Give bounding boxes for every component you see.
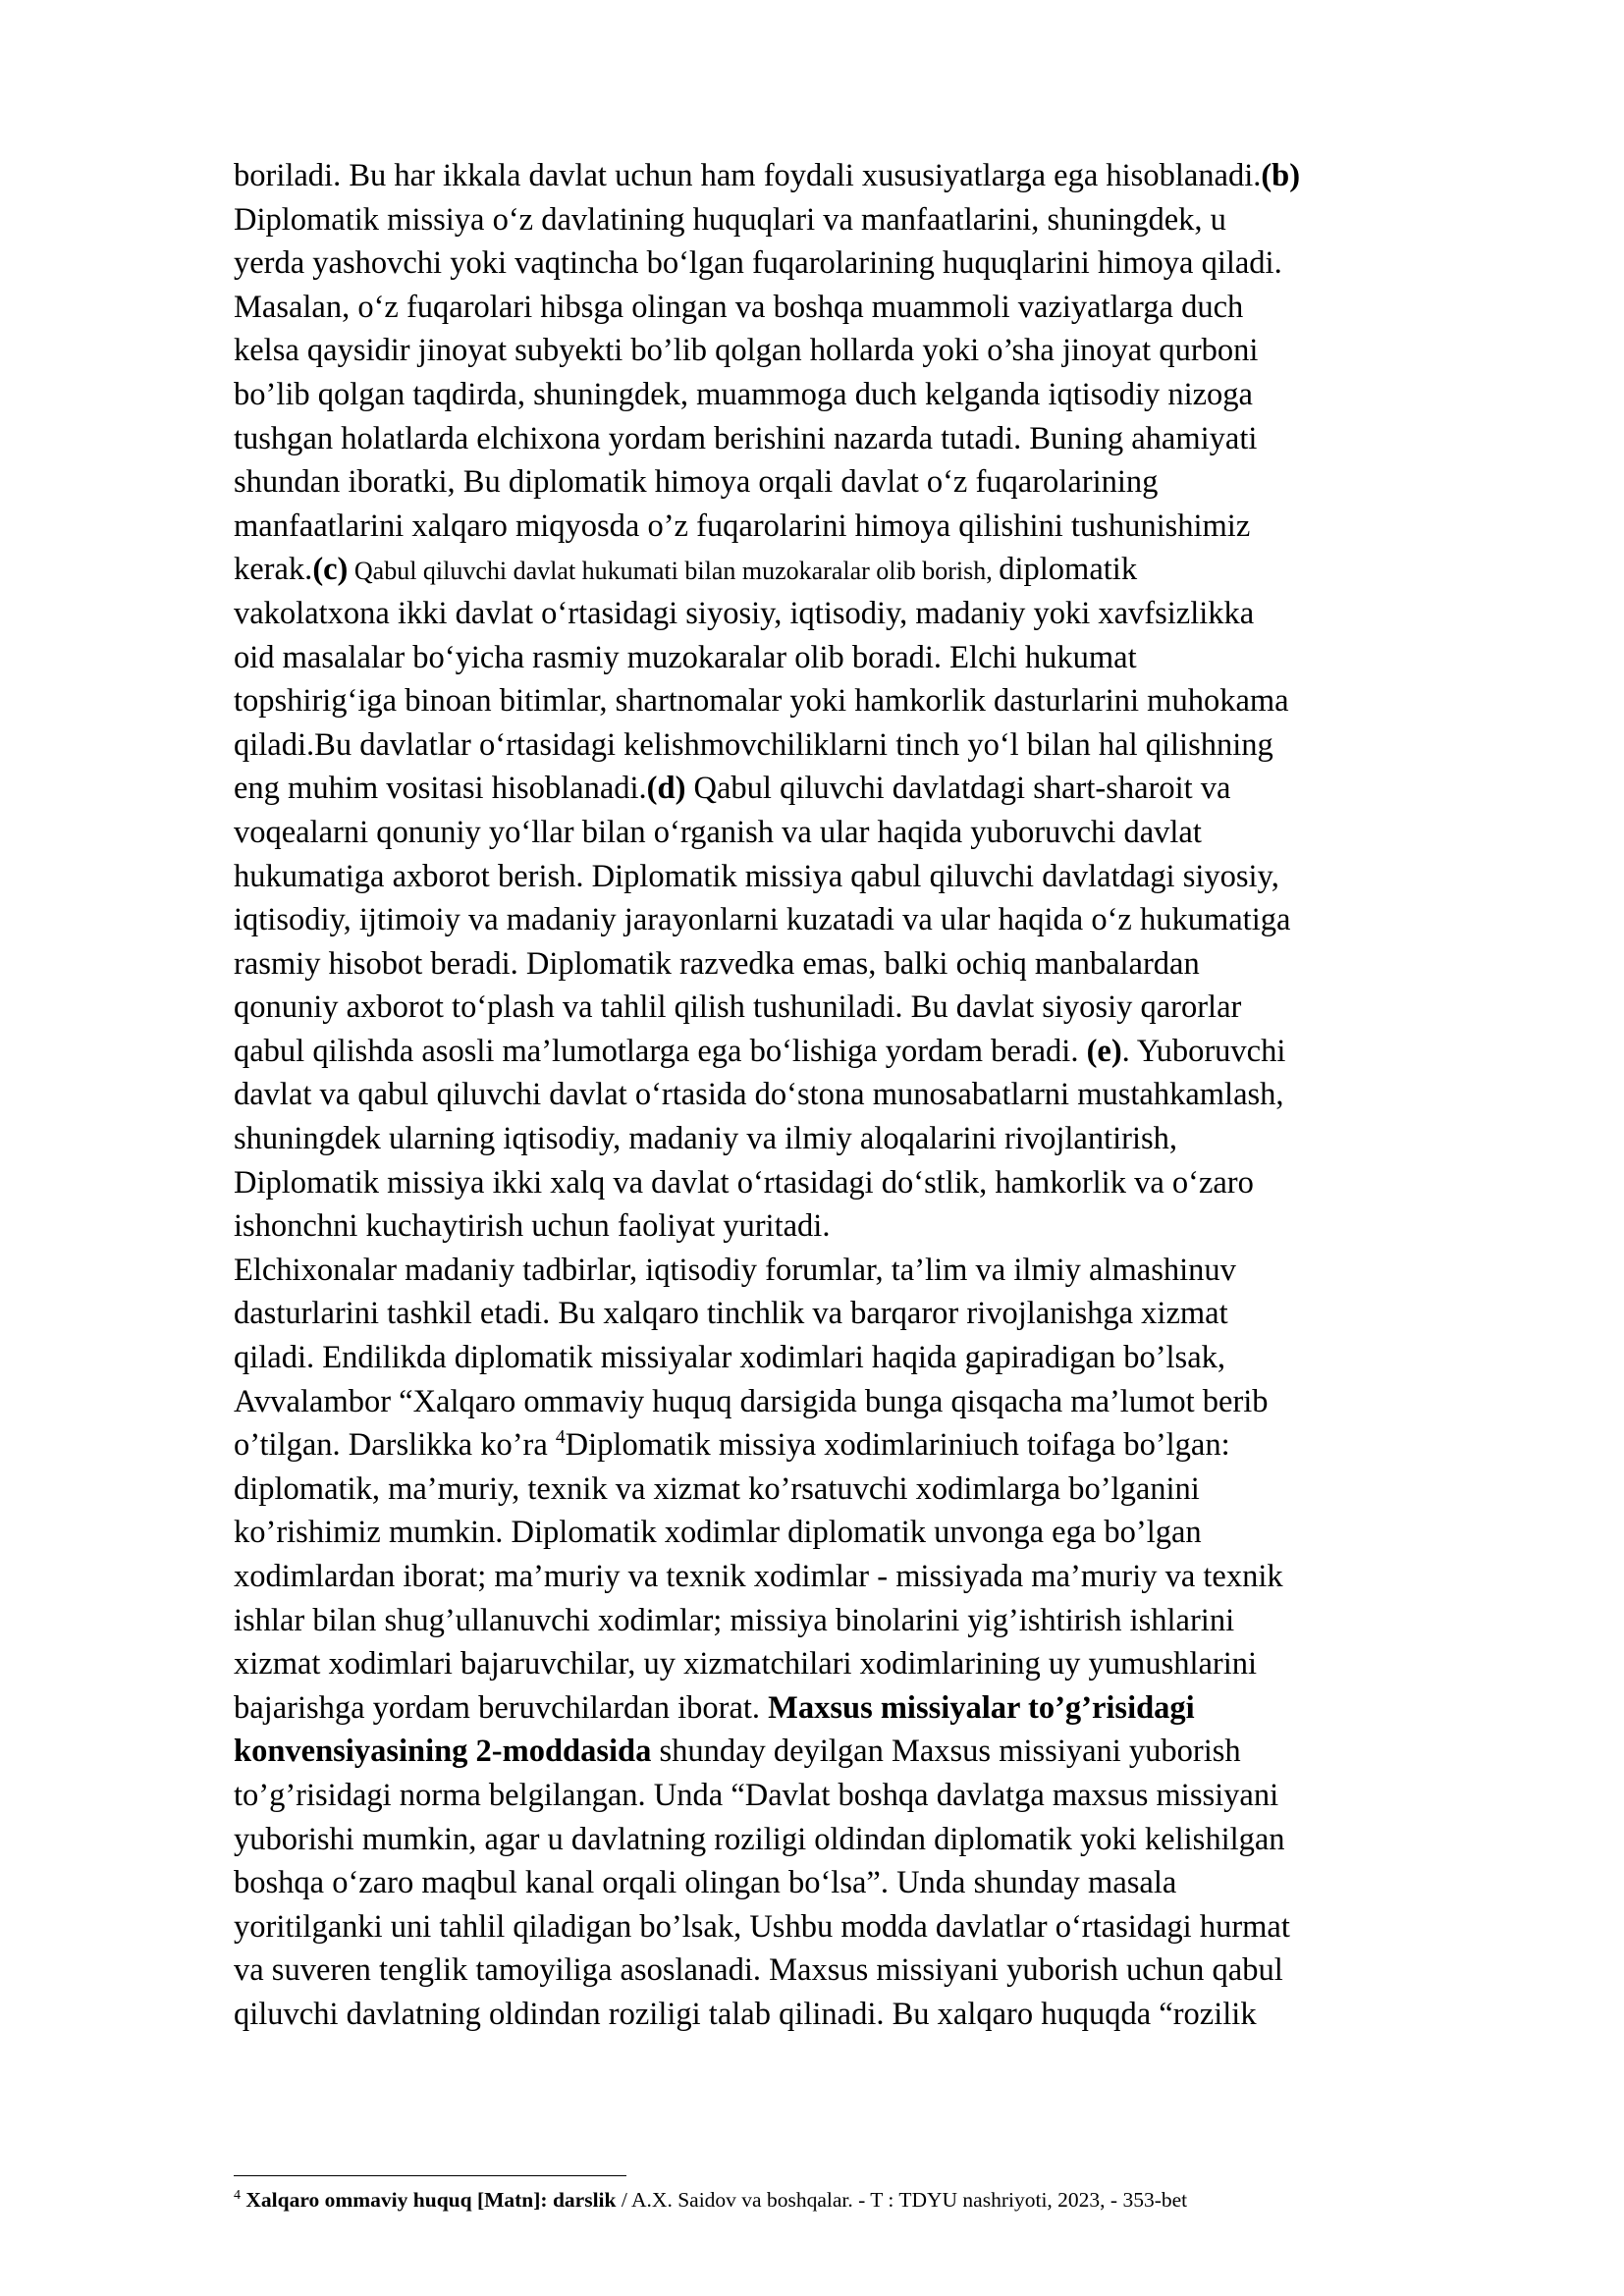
- text-line: [234, 198, 1510, 242]
- text-line: [234, 1117, 1510, 1161]
- text-line: [234, 767, 1510, 811]
- text-run: davlat va qabul qiluvchi davlat o‘rtasida do‘stona munosabatlarni mustahkamlash,: [234, 1077, 1284, 1113]
- bold-text: (b): [1261, 158, 1301, 193]
- text-line: [234, 1030, 1510, 1074]
- text-run: Diplomatik missiya ikki xalq va davlat o‘rtasidagi do‘stlik, hamkorlik va o‘zaro: [234, 1164, 1254, 1201]
- text-line: [234, 1380, 1510, 1424]
- text-run: xizmat xodimlari bajaruvchilar, uy xizmatchilari xodimlarining uy yumushlarini: [234, 1646, 1258, 1682]
- footnote-separator: [234, 2175, 626, 2176]
- text-line: [234, 1861, 1510, 1905]
- footnote: [234, 2185, 1510, 2215]
- text-run: iqtisodiy, ijtimoiy va madaniy jarayonlarni kuzatadi va ular haqida o‘z hukumatiga: [234, 902, 1291, 938]
- bold-text: (d): [646, 771, 686, 807]
- bold-text: (e): [1086, 1033, 1122, 1069]
- text-run: qonuniy axborot to‘plash va tahlil qilish tushuniladi. Bu davlat siyosiy qarorlar: [234, 989, 1242, 1026]
- footnote-title: Xalqaro ommaviy huquq [Matn]: darslik: [245, 2188, 617, 2212]
- text-run: o’tilgan. Darslikka ko’ra: [234, 1427, 556, 1464]
- text-run: yoritilganki uni tahlil qiladigan bo’lsak, Ushbu modda davlatlar o‘rtasidagi hurmat: [234, 1908, 1290, 1945]
- text-line: [234, 1511, 1510, 1555]
- text-line: [234, 1642, 1510, 1686]
- text-line: [234, 636, 1510, 680]
- text-line: [234, 286, 1510, 330]
- text-run: yerda yashovchi yoki vaqtincha bo‘lgan fuqarolarining huquqlarini himoya qiladi.: [234, 245, 1282, 282]
- text-run: xodimlardan iborat; ma’muriy va texnik xodimlar - missiyada ma’muriy va texnik: [234, 1559, 1283, 1594]
- text-line: [234, 1555, 1510, 1599]
- text-line: [234, 1336, 1510, 1380]
- text-line: [234, 898, 1510, 942]
- bold-text: konvensiyasining 2-moddasida: [234, 1734, 652, 1770]
- text-run: kelsa qaysidir jinoyat subyekti bo’lib qolgan hollarda yoki o’sha jinoyat qurboni: [234, 333, 1259, 369]
- text-run: to’g’risidagi norma belgilangan. Unda “Davlat boshqa davlatga maxsus missiyani: [234, 1777, 1279, 1813]
- text-run: Qabul qiluvchi davlatdagi shart-sharoit va: [685, 771, 1231, 807]
- text-run: . Yuboruvchi: [1121, 1033, 1286, 1069]
- text-run: boshqa o‘zaro maqbul kanal orqali olingan bo‘lsa”. Unda shunday masala: [234, 1865, 1177, 1901]
- text-run: vakolatxona ikki davlat o‘rtasidagi siyosiy, iqtisodiy, madaniy yoki xavfsizlikka: [234, 595, 1255, 631]
- text-line: [234, 723, 1510, 768]
- text-line: [234, 1730, 1510, 1774]
- text-run: shuningdek ularning iqtisodiy, madaniy va ilmiy aloqalarini rivojlantirish,: [234, 1121, 1178, 1157]
- text-run: shundan iboratki, Bu diplomatik himoya orqali davlat o‘z fuqarolarining: [234, 464, 1159, 501]
- text-line: [234, 1905, 1510, 1949]
- bold-text: (c): [312, 552, 349, 588]
- text-line: [234, 373, 1510, 417]
- bold-text: Maxsus missiyalar to’g’risidagi: [768, 1689, 1195, 1726]
- text-run: Avvalambor “Xalqaro ommaviy huquq darsigida bunga qisqacha ma’lumot berib: [234, 1383, 1269, 1419]
- text-run: ishonchni kuchaytirish uchun faoliyat yuritadi.: [234, 1208, 831, 1245]
- text-line: [234, 1073, 1510, 1117]
- text-line: [234, 505, 1510, 549]
- text-run: dasturlarini tashkil etadi. Bu xalqaro tinchlik va barqaror rivojlanishga xizmat: [234, 1296, 1228, 1332]
- text-run: Diplomatik missiya xodimlariniuch toifaga bo’lgan:: [565, 1427, 1230, 1464]
- text-run: qiladi. Endilikda diplomatik missiyalar xodimlari haqida gapiradigan bo’lsak,: [234, 1340, 1225, 1376]
- text-line: [234, 986, 1510, 1030]
- footnote-citation: / A.X. Saidov va boshqalar. - T : TDYU nashriyoti, 2023, - 353-bet: [616, 2188, 1188, 2212]
- text-line: [234, 329, 1510, 373]
- text-line: [234, 1993, 1510, 2037]
- text-run: Qabul qiluvchi davlat hukumati bilan muzokaralar olib borish,: [348, 557, 1000, 586]
- text-run: kerak.: [234, 552, 313, 588]
- text-line: [234, 1599, 1510, 1643]
- text-run: tushgan holatlarda elchixona yordam berishini nazarda tutadi. Buning ahamiyati: [234, 420, 1258, 456]
- text-run: boriladi. Bu har ikkala davlat uchun ham foydali xususiyatlarga ega hisoblanadi.: [234, 158, 1262, 193]
- text-run: Masalan, o‘z fuqarolari hibsga olingan va boshqa muammoli vaziyatlarga duch: [234, 289, 1244, 325]
- text-line: [234, 1292, 1510, 1336]
- text-run: ko’rishimiz mumkin. Diplomatik xodimlar diplomatik unvonga ega bo’lgan: [234, 1515, 1202, 1551]
- text-line: [234, 154, 1510, 198]
- text-run: Elchixonalar madaniy tadbirlar, iqtisodiy forumlar, ta’lim va ilmiy almashinuv: [234, 1252, 1236, 1288]
- text-line: [234, 460, 1510, 505]
- text-run: qabul qilishda asosli ma’lumotlarga ega bo‘lishiga yordam beradi.: [234, 1033, 1087, 1069]
- text-line: [234, 855, 1510, 899]
- text-line: [234, 1423, 1510, 1468]
- text-run: shunday deyilgan Maxsus missiyani yuborish: [651, 1734, 1241, 1770]
- body-text: [234, 154, 1510, 2037]
- text-line: [234, 1468, 1510, 1512]
- text-line: [234, 548, 1510, 592]
- text-run: va suveren tenglik tamoyiliga asoslanadi. Maxsus missiyani yuborish uchun qabul: [234, 1952, 1283, 1989]
- text-run: Diplomatik missiya o‘z davlatining huquqlari va manfaatlarini, shuningdek, u: [234, 201, 1226, 238]
- text-line: [234, 417, 1510, 461]
- text-line: [234, 592, 1510, 636]
- text-run: bo’lib qolgan taqdirda, shuningdek, muammoga duch kelganda iqtisodiy nizoga: [234, 376, 1253, 412]
- text-run: ishlar bilan shug’ullanuvchi xodimlar; missiya binolarini yig’ishtirish ishlarini: [234, 1602, 1235, 1638]
- text-run: oid masalalar bo‘yicha rasmiy muzokaralar olib boradi. Elchi hukumat: [234, 639, 1137, 675]
- text-run: qiluvchi davlatning oldindan roziligi talab qilinadi. Bu xalqaro huquqda “rozilik: [234, 1996, 1257, 2032]
- text-line: [234, 811, 1510, 855]
- text-run: rasmiy hisobot beradi. Diplomatik razvedka emas, balki ochiq manbalardan: [234, 945, 1200, 982]
- text-run: yuborishi mumkin, agar u davlatning roziligi oldindan diplomatik yoki kelishilgan: [234, 1821, 1285, 1857]
- text-line: [234, 679, 1510, 723]
- text-run: voqealarni qonuniy yo‘llar bilan o‘rganish va ular haqida yuboruvchi davlat: [234, 814, 1202, 850]
- text-line: [234, 1818, 1510, 1862]
- footnote-reference: 4: [555, 1427, 566, 1449]
- text-run: topshirig‘iga binoan bitimlar, shartnomalar yoki hamkorlik dasturlarini muhokama: [234, 683, 1289, 720]
- text-line: [234, 1161, 1510, 1205]
- text-line: [234, 241, 1510, 286]
- text-line: [234, 942, 1510, 987]
- text-line: [234, 1774, 1510, 1818]
- text-line: [234, 1949, 1510, 1993]
- text-run: bajarishga yordam beruvchilardan iborat.: [234, 1689, 769, 1726]
- text-line: [234, 1249, 1510, 1293]
- text-run: qiladi.Bu davlatlar o‘rtasidagi kelishmovchiliklarni tinch yo‘l bilan hal qilishning: [234, 726, 1273, 763]
- text-run: hukumatiga axborot berish. Diplomatik missiya qabul qiluvchi davlatdagi siyosiy,: [234, 858, 1279, 894]
- text-line: [234, 1686, 1510, 1731]
- text-run: manfaatlarini xalqaro miqyosda o’z fuqarolarini himoya qilishini tushunishimiz: [234, 507, 1251, 544]
- text-run: diplomatik, ma’muriy, texnik va xizmat ko’rsatuvchi xodimlarga bo’lganini: [234, 1470, 1200, 1507]
- text-line: [234, 1204, 1510, 1249]
- text-run: eng muhim vositasi hisoblanadi.: [234, 771, 647, 807]
- footnote-number: 4: [234, 2187, 241, 2203]
- text-run: diplomatik: [999, 552, 1138, 588]
